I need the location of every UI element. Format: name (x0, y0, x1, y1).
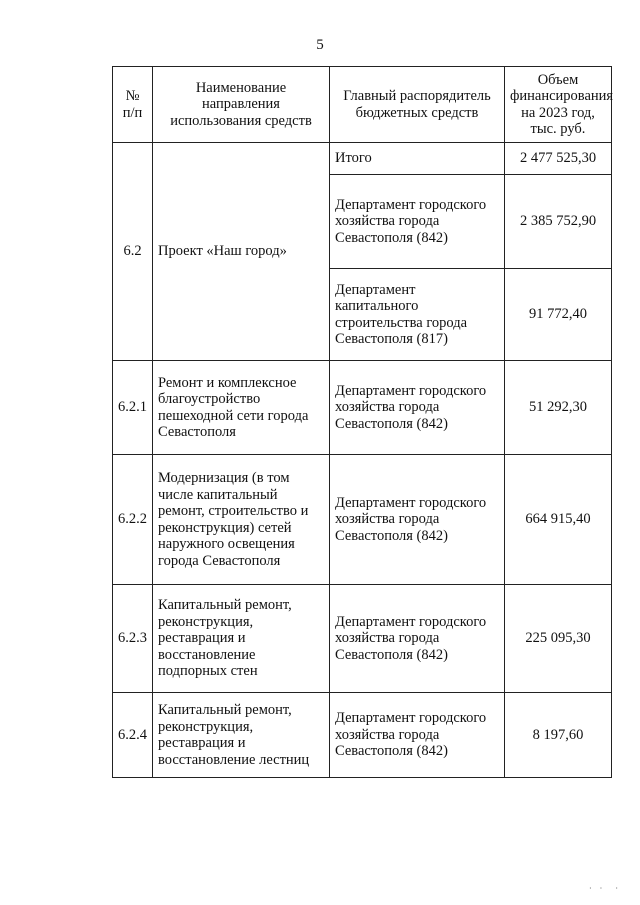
budget-manager: Департамент городского хозяйства города Севастополя (842) (330, 455, 505, 585)
budget-manager: Департамент городского хозяйства города Севастополя (842) (330, 693, 505, 778)
row-number: 6.2.3 (113, 585, 153, 693)
table-row (113, 143, 612, 175)
budget-manager: Итого (330, 143, 505, 175)
header-manager: Главный распорядитель бюджетных средств (330, 67, 505, 143)
budget-manager: Департамент городского хозяйства города Севастополя (842) (330, 361, 505, 455)
header-amount: Объем финансирования на 2023 год, тыс. руб. (505, 67, 612, 143)
funding-amount: 2 477 525,30 (505, 143, 612, 175)
row-number: 6.2.4 (113, 693, 153, 778)
budget-manager: Департамент городского хозяйства города Севастополя (842) (330, 585, 505, 693)
direction-name: Капитальный ремонт, реконструкция, реставрация и восстановление лестниц (153, 693, 330, 778)
page-number: 5 (316, 37, 324, 53)
direction-name: Ремонт и комплексное благоустройство пешеходной сети города Севастополя (153, 361, 330, 455)
funding-amount: 8 197,60 (505, 693, 612, 778)
direction-name: Проект «Наш город» (153, 143, 330, 361)
funding-table (112, 66, 612, 778)
budget-manager: Департамент городского хозяйства города Севастополя (842) (330, 175, 505, 269)
table-header-row (113, 67, 612, 143)
table-row (113, 693, 612, 778)
direction-name: Капитальный ремонт, реконструкция, реставрация и восстановление подпорных стен (153, 585, 330, 693)
table-row (113, 361, 612, 455)
funding-amount: 664 915,40 (505, 455, 612, 585)
header-num: № п/п (113, 67, 153, 143)
row-number: 6.2 (113, 143, 153, 361)
table-row (113, 585, 612, 693)
funding-amount: 225 095,30 (505, 585, 612, 693)
row-number: 6.2.1 (113, 361, 153, 455)
direction-name: Модернизация (в том числе капитальный ремонт, строительство и реконструкция) сетей наружного освещения города Севастополя (153, 455, 330, 585)
funding-amount: 91 772,40 (505, 269, 612, 361)
header-name: Наименование направления использования средств (153, 67, 330, 143)
table-row (113, 455, 612, 585)
scan-specks: · · · (589, 884, 621, 893)
funding-amount: 51 292,30 (505, 361, 612, 455)
budget-manager: Департамент капитального строительства города Севастополя (817) (330, 269, 505, 361)
funding-amount: 2 385 752,90 (505, 175, 612, 269)
row-number: 6.2.2 (113, 455, 153, 585)
